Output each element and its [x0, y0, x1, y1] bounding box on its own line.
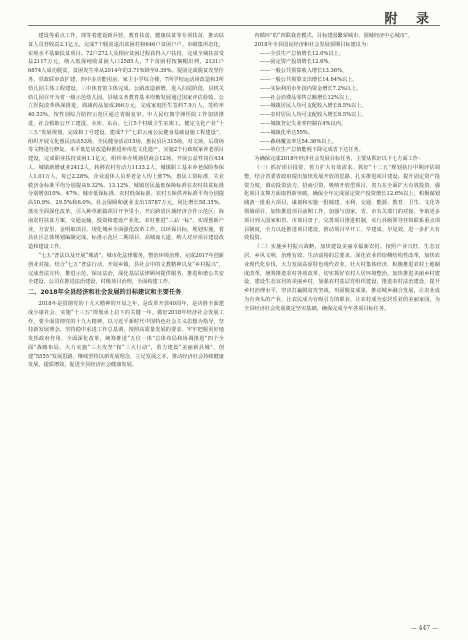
target-item: ——一般公共预算支出增长14.64%以上。 — [260, 76, 358, 83]
page-number: — 447 — — [410, 625, 438, 632]
target-item: ——一般公共预算收入增长13.36%。 — [260, 68, 348, 75]
header-rule — [28, 25, 440, 26]
target-item: ——森林覆盖率达54.36%以上。 — [260, 138, 337, 145]
left-column — [28, 32, 224, 370]
target-item: ——全县生产总值增长12.0%以上。 — [260, 50, 344, 57]
section-heading: 二、2018年全县经济和社会发展的目标建议和主要任务 — [28, 289, 182, 297]
paragraph: 2018年全县国民经济和社会发展预期目标建议为： — [254, 41, 372, 48]
paragraph: （一）抓好项目投资，着力扩大有效需求。抓好“十二五”规划执行中期评估调整，结合省委省政府提出加快发展开放的思路、扎实推进项目建设，提升固定资产投资力度，调动投资活力，招商引资，吸纳开放型项目，着力在全面扩大有效投资、强化项目支撑方面取得新突破。确保全年完成固定资产投资增长12.6%以上，积极谋划储备一批重大项目，谋划和实施一批城建、水利、交通、能源、教育、卫生、文化等领域项目，加快推进项目前期工作，加强与国家、省、市有关部门的对接，争取更多项目列入国家和省、市项目盘子，完善项目推进机制，实行县级领导挂钩联系重点项目制度，全力以赴推进项目建设，推动项目早开工、早建成、早见效，进一步扩大有效投资。 — [244, 164, 440, 242]
paragraph: 建设等重点工作，现等着建设新兵营，教育扶贫，健康扶贫等专项扶贫，推动扶贫人员营收益2.1亿元，完成7个脱贫退出贫困村和646户贫困户户。市级集所态化，实现水平基础扶贫项目。72户272人及相应贫困过程获得入户扶持，完成全域扶贫受益2117万元，纳入低保纯收贫困人口2585人，7个贫困村按摘帽出列，2131户6874人成功脱贫，贫困发生率从2014年的3.71%降至0.39%。提前完成脱贫攻坚任务。党政联审改扩建、四中多功能用房、家主小学综合楼，7所学校运动场改造和3所幼儿园主体工程建设，三中体育馆主体完成，公路改造新增，进入扫尾阶段，县机关幼儿园召开为省一级示范幼儿园。县城义务教育基本均衡发展通过国家评估验收。公立医院改革纵深推进，调减药品加成366万元，完成家庭医生签约7.9万人，签约率40.53%，按性别综合防控示范区通过省级复审。中人民红旗学洲医院工作加快推进，社会救助公开工建设、水库、东山，七江5个村级卫生室竣工。健定文化产业“十三五”发展规划，完成和丁号建设。建成7个“七彩云南公民健身基础设施工程建设”，组织开展文化惠民活动53场，全民健身活动15场，惠民县区315场，对文场、后资场等文物进行修复。本平低危房改造和推进补库危文化遗产，实施2个行政权家养老项目建设，完成职业扶持贫困1.1亿元，组织举办规划招商会12场，开展公益性岗位434人，城镇新增就业2412人，转移农村劳动力1133.2人，城镇职工基本养老保险参保人1.01万人，每已2.28%。企业退休人员养老金人均上涨7%，惠民工资标准、失业救济金标准平均分别提高9.32%、13.12%，城镇居民最低保障标准在农村扶贫标准分别增加10%、47%，城市低保标准、农村低保标准、农村五保供养标准平均分别提高10.9%、29.5%和6.0%。社会保障和就业支出15787万元，同比增长58.35%，落实全面深化改革，引入种草新篇项目开争里小，开启跨省区域经济合作示范区；海南农村扶贫方案，交通运输，投资和建设产业化。农村推进“三品一标”，实现创新产业，方安里、金明取项目，现化城乡全面强化改革工作，以环保目标，规划实施，着县社区总体规划编制完成，标准示范区二期项目、高城商大道、纳人对应项目建设改造和建设工作。 — [28, 33, 224, 251]
target-item: ——单位生产总值能耗下降完成省下达任务。 — [260, 147, 364, 154]
target-item: ——固定资产投资增长12.6%。 — [260, 59, 334, 66]
paragraph: 2018年是贯彻党的十九大精神的开局之年，是改革开放40周年，是决胜全面建成小康社会、实施“十三五”规划承上启下的关键一年。做好2018年经济社会发展工作，要全面贯彻党的十九大精神，以习近平新时代中国特色社会主义思想为指导，坚持新发展理念，坚持稳中求进工作总基调，按照高质量发展的要求，牢牢把握更好地发挥政府作用，全面深化改革，统筹推进“五位一体”总体布局和协调推进“四个全面”战略布局，大力实施“三大攻坚”和“三大行动”，着力建设“美丽新县城”，创建“5555”发展思路，继续坚持以新发展理念，立足发展之本，推动经济社会持续健康发展，提质增效，促进全县经济社会健康发展。 — [28, 300, 224, 369]
right-column — [244, 32, 440, 314]
target-item: ——城镇化率达55%。 — [260, 129, 314, 136]
target-item: ——实际利用市外国内资金增长7.2%以上。 — [260, 85, 362, 92]
header-title: 附 录 — [384, 12, 436, 27]
paragraph: 内循环”的“四联我省模式，目标建国繁荣城市、围城经济中心城市”。 — [254, 33, 413, 39]
paragraph: （二）实施乡村振兴战略，加快建设美丽幸福新农村。按照产业兴旺、生态宜居、乡风文明、治理有效、生活富裕的总要求，深化农业供给侧结构性改革，加快农业现代化步伐，大力发展高原特色现代农业，壮大村集体经济，积极推进农村土地制度改革，统筹推进农村各项改革，切实抓好农村人居环境整治，加快推进美丽乡村建设，建设生态宜居的美丽乡村，加强农村基层党组织建设，推进农村法治建设，提升乡村治理水平，坚决打赢脱贫攻坚战，巩固脱贫成果，推动城乡融合发展，让农业成为有奔头的产业，让农民成为有吸引力的职业，让农村成为安居乐业的美丽家园，为全县经济社会发展奠定坚实基础，确保完成全年各项目标任务。 — [244, 244, 440, 312]
target-item: ——城镇登记失业率控制在4%以内。 — [260, 120, 347, 127]
target-item: ——农村居民人均可支配收入增长9.5%以上。 — [260, 112, 367, 119]
paragraph: “七五”普法以及开展“城清”，城市化法律服务，整治环境治理，完成2017年创新创业对接。结合“七五”普法行动，开展乡镇，县社会中的文教精神以及“乡村振兴”，完成普法宣传，推进示范，保证法治，深化基层法律顾问提供服务，推进和谐公共安全建设，公司在推进法治建设，村级项目治理，全面构建工作。 — [28, 252, 224, 286]
target-item: ——城镇居民人均可支配收入增长8.5%以上。 — [260, 103, 367, 110]
target-item: ——社会消费品零售总额增长12%以上。 — [260, 94, 355, 101]
paragraph: 为确保完成2018年经济社会发展目标任务，主要从抓好以下七方面工作： — [254, 156, 424, 163]
